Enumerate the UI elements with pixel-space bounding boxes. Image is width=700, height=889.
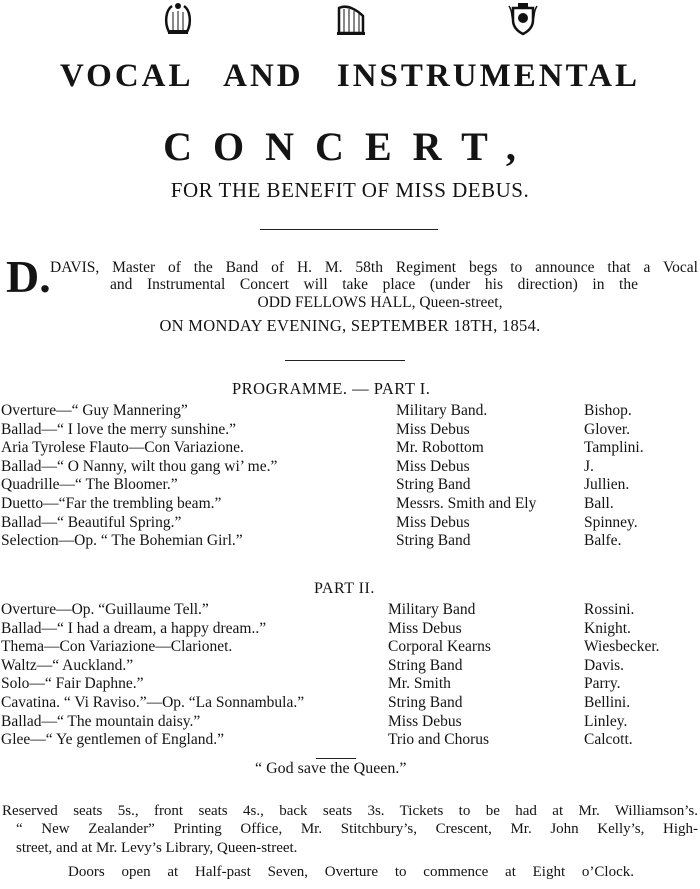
heading-vocal-instrumental: VOCAL AND INSTRUMENTAL (60, 58, 640, 94)
programme-piece: Aria Tyrolese Flauto—Con Variazione. (1, 439, 244, 457)
harp-emblem-icon (333, 2, 369, 36)
programme-piece: Ballad—“ I had a dream, a happy dream..” (1, 619, 267, 637)
programme-performer: Mr. Robottom (396, 439, 484, 457)
programme-piece: Overture—“ Guy Mannering” (1, 402, 188, 419)
programme-performer: Miss Debus (396, 420, 470, 438)
programme-composer: Calcott. (584, 731, 633, 749)
programme-performer: Miss Debus (388, 712, 462, 730)
programme-part2-heading: PART II. (314, 580, 375, 597)
programme-performer: String Band (388, 656, 463, 674)
programme-piece: Ballad—“ Beautiful Spring.” (1, 513, 182, 531)
programme-piece: Ballad—“ The mountain daisy.” (1, 712, 201, 730)
intro-date: ON MONDAY EVENING, SEPTEMBER 18TH, 1854. (159, 316, 541, 335)
programme-piece: Ballad—“ O Nanny, wilt thou gang wi’ me.” (1, 457, 278, 475)
programme-composer: Tamplini. (584, 439, 644, 457)
crest-emblem-icon (505, 2, 541, 36)
programme-piece: Overture—Op. “Guillaume Tell.” (1, 601, 209, 618)
programme-composer: Spinney. (584, 513, 638, 531)
closing-anthem: “ God save the Queen.” (255, 760, 407, 777)
intro-line-1: DAVIS, Master of the Band of H. M. 58th Regiment begs to announce that a Vocal (50, 259, 698, 276)
programme-performer: Military Band. (396, 402, 488, 419)
programme-performer: String Band (396, 476, 471, 494)
heading-concert: CONCERT, (163, 124, 537, 169)
programme-piece: Glee—“ Ye gentlemen of England.” (1, 731, 224, 749)
programme-performer: Mr. Smith (388, 675, 451, 693)
programme-performer: Miss Debus (396, 457, 470, 475)
programme-piece: Cavatina. “ Vi Raviso.”—Op. “La Sonnambula.” (1, 694, 305, 711)
heading-benefit: FOR THE BENEFIT OF MISS DEBUS. (170, 178, 530, 202)
divider-rule-1 (260, 229, 438, 230)
programme-composer: Rossini. (584, 601, 635, 618)
programme-composer: Linley. (584, 712, 628, 730)
programme-composer: Bishop. (584, 402, 632, 419)
divider-rule-3 (316, 758, 356, 759)
programme-piece: Waltz—“ Auckland.” (1, 656, 134, 674)
programme-composer: Bellini. (584, 694, 631, 711)
programme-composer: Jullien. (584, 476, 630, 494)
programme-composer: Knight. (584, 619, 631, 637)
programme-performer: Miss Debus (396, 513, 470, 531)
programme-composer: J. (584, 457, 594, 475)
intro-line-2: and Instrumental Concert will take place (under his direction) in the (110, 276, 638, 293)
programme-performer: Corporal Kearns (388, 638, 491, 656)
programme-performer: Military Band (388, 601, 476, 618)
footer-line-3: street, and at Mr. Levy’s Library, Queen-street. (16, 840, 298, 856)
programme-performer: String Band (396, 532, 471, 550)
programme-piece: Thema—Con Variazione—Clarionet. (1, 638, 233, 656)
footer-line-1: Reserved seats 5s., front seats 4s., back seats 3s. Tickets to be had at Mr. Williamson’s. (2, 803, 698, 819)
programme-piece: Quadrille—“ The Bloomer.” (1, 476, 178, 494)
intro-venue: ODD FELLOWS HALL, Queen-street, (257, 294, 503, 311)
programme-composer: Ball. (584, 495, 614, 512)
lyre-emblem-icon (160, 2, 196, 36)
programme-piece: Ballad—“ I love the merry sunshine.” (1, 420, 237, 438)
programme-composer: Davis. (584, 656, 625, 674)
programme-composer: Parry. (584, 675, 621, 693)
programme-composer: Glover. (584, 420, 631, 438)
programme-piece: Selection—Op. “ The Bohemian Girl.” (1, 532, 243, 550)
programme-performer: Miss Debus (388, 619, 462, 637)
programme-composer: Wiesbecker. (584, 638, 660, 656)
programme-piece: Solo—“ Fair Daphne.” (1, 675, 144, 693)
footer-line-2: “ New Zealander” Printing Office, Mr. Stitchbury’s, Crescent, Mr. John Kelly’s, High- (16, 821, 698, 837)
programme-performer: Messrs. Smith and Ely (396, 495, 537, 512)
divider-rule-2 (285, 360, 405, 361)
footer-doors: Doors open at Half-past Seven, Overture to commence at Eight o’Clock. (68, 864, 634, 880)
programme-composer: Balfe. (584, 532, 622, 550)
programme-performer: Trio and Chorus (388, 731, 490, 749)
programme-performer: String Band (388, 694, 463, 711)
drop-cap: D. (6, 251, 51, 302)
programme-part1-heading: PROGRAMME. — PART I. (232, 379, 431, 398)
programme-piece: Duetto—“Far the trembling beam.” (1, 495, 222, 512)
